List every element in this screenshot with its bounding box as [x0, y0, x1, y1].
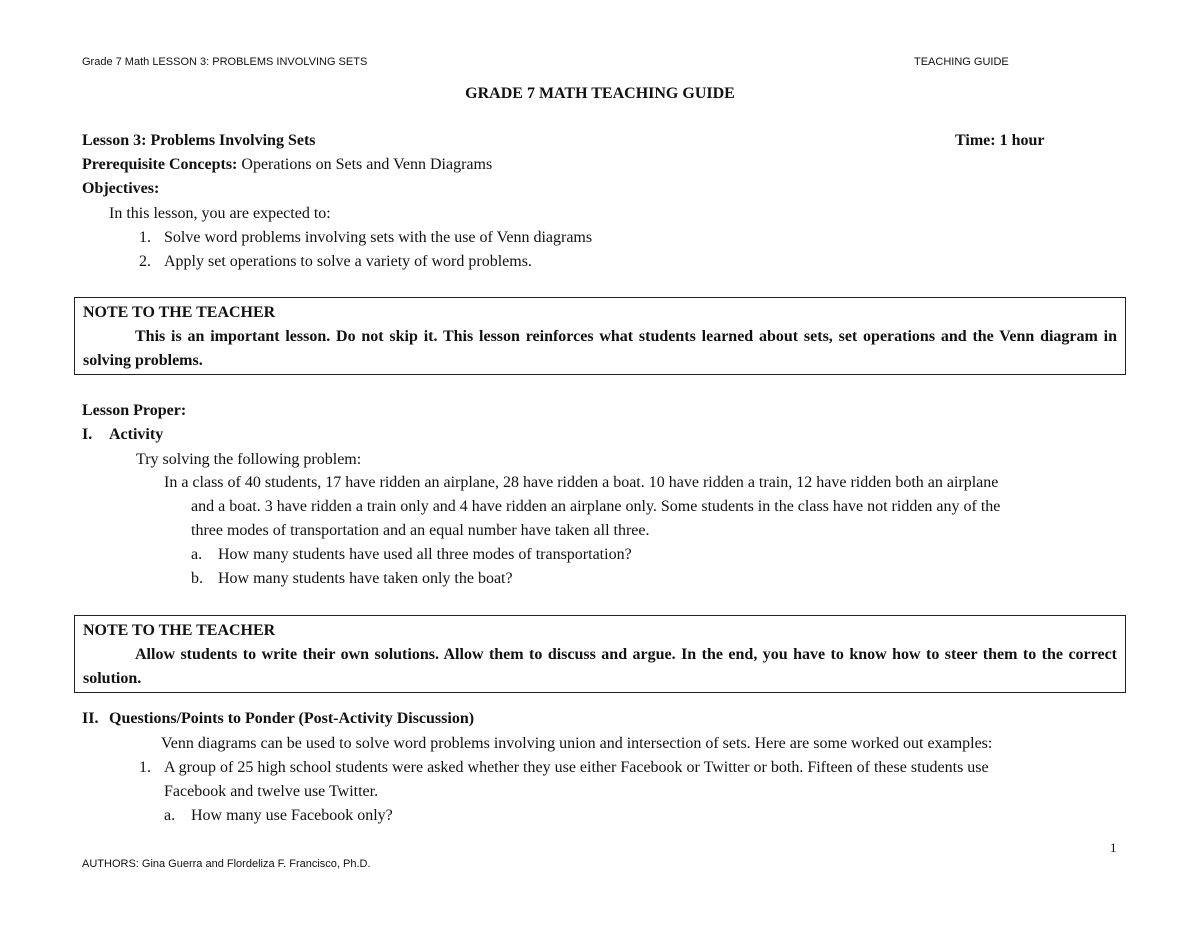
header-right: TEACHING GUIDE — [914, 56, 1009, 68]
page-number: 1 — [1110, 840, 1117, 855]
lesson-title: Lesson 3: Problems Involving Sets — [82, 132, 316, 149]
note-body-text: This is an important lesson. Do not skip it. This lesson reinforces what students learned about sets, set operations and the Venn diagram in solving problems. — [83, 328, 1117, 369]
prerequisite-value: Operations on Sets and Venn Diagrams — [237, 156, 493, 173]
problem-line: In a class of 40 students, 17 have ridden an airplane, 28 have ridden a boat. 10 have ridden a train, 12 have ridden both an airplane — [164, 474, 999, 491]
question-label: a. — [191, 546, 203, 563]
question-text: How many students have taken only the boat? — [218, 570, 513, 587]
problem-line: and a boat. 3 have ridden a train only and 4 have ridden an airplane only. Some students in the class have not ridden any of the — [191, 498, 1001, 515]
note-body-text: Allow students to write their own solutions. Allow them to discuss and argue. In the end, you have to know how to steer them to the correct solution. — [83, 646, 1117, 687]
activity-heading: Activity — [109, 426, 164, 443]
prerequisite-label: Prerequisite Concepts: — [82, 156, 238, 173]
note-body — [83, 643, 1117, 691]
questions-heading: Questions/Points to Ponder (Post-Activity Discussion) — [109, 710, 475, 727]
objective-text: Solve word problems involving sets with the use of Venn diagrams — [164, 229, 593, 246]
objective-text: Apply set operations to solve a variety of word problems. — [164, 253, 532, 270]
questions-intro: Venn diagrams can be used to solve word problems involving union and intersection of sets. Here are some worked out examples: — [161, 735, 993, 752]
note-title: NOTE TO THE TEACHER — [83, 304, 276, 321]
note-to-teacher-box — [74, 297, 1126, 375]
note-title: NOTE TO THE TEACHER — [83, 622, 276, 639]
note-body — [83, 325, 1117, 373]
objectives-intro: In this lesson, you are expected to: — [109, 205, 331, 222]
sub-question-label: a. — [164, 807, 176, 824]
lesson-proper-heading: Lesson Proper: — [82, 402, 187, 419]
objective-number: 1. — [139, 229, 151, 246]
header-left: Grade 7 Math LESSON 3: PROBLEMS INVOLVING SETS — [82, 56, 368, 68]
problem-line: three modes of transportation and an equal number have taken all three. — [191, 522, 650, 539]
note-to-teacher-box — [74, 615, 1126, 693]
footer-authors: AUTHORS: Gina Guerra and Flordeliza F. Francisco, Ph.D. — [82, 858, 371, 870]
objective-number: 2. — [139, 253, 151, 270]
prerequisite-line — [82, 155, 492, 175]
example-number: 1. — [139, 759, 151, 776]
section-number: I. — [82, 426, 93, 443]
lesson-time: Time: 1 hour — [955, 132, 1045, 149]
example-line: A group of 25 high school students were asked whether they use either Facebook or Twitter or both. Fifteen of these students use — [164, 759, 989, 776]
question-label: b. — [191, 570, 203, 587]
objectives-label: Objectives: — [82, 180, 160, 197]
activity-intro: Try solving the following problem: — [136, 451, 362, 468]
document-title: GRADE 7 MATH TEACHING GUIDE — [465, 85, 735, 102]
question-text: How many students have used all three modes of transportation? — [218, 546, 632, 563]
example-line: Facebook and twelve use Twitter. — [164, 783, 379, 800]
section-number: II. — [82, 710, 99, 727]
sub-question-text: How many use Facebook only? — [191, 807, 393, 824]
